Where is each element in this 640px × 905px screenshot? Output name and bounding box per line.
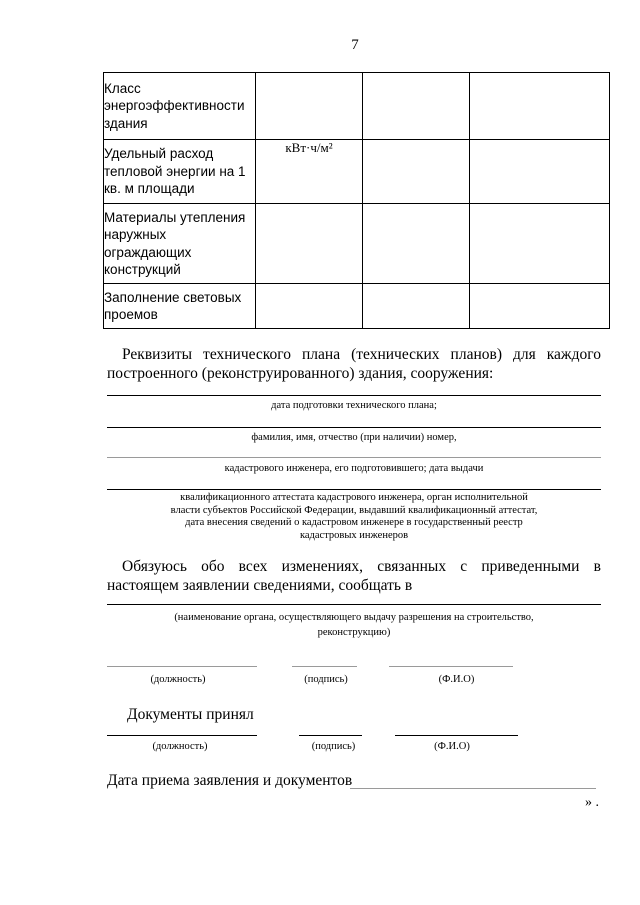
receipt-date-label: Дата приема заявления и документов [107,772,353,789]
row-label-energy-class: Класс энергоэффективности здания [104,73,256,140]
commitment-paragraph: Обязуюсь обо всех изменениях, связанных с приведенными в настоящем заявлении сведениями, сообщать в [107,558,601,594]
fill-line [107,395,601,396]
signature-line [292,666,357,667]
table-cell [363,140,470,204]
row-label-window-openings: Заполнение световых проемов [104,284,256,329]
caption-certificate-details: квалификационного аттестата кадастрового инженера, орган исполнительной власти субъектов Российской Федерации, выдавший квалификационный аттестат, дата внесения сведений о кадастровом инженере в государственный реестр кадастровых инженеров [170,492,538,541]
row-label-insulation-materials: Материалы утепления наружных ограждающих конструкций [104,204,256,284]
table-cell [470,73,610,140]
fill-line [107,489,601,490]
table-cell [470,140,610,204]
fill-line [107,427,601,428]
receipt-date-line [350,788,596,789]
table-cell [470,284,610,329]
caption-full-name: (Ф.И.О) [438,674,475,685]
table-cell-unit: кВт·ч/м² [256,140,363,204]
position-line [107,735,257,736]
caption-signature: (подпись) [304,674,348,685]
table-cell [470,204,610,284]
table-cell [363,73,470,140]
table-row [104,204,610,284]
table-row [104,284,610,329]
signature-line [299,735,362,736]
caption-engineer-name: фамилия, имя, отчество (при наличии) номер, [251,432,457,443]
caption-signature: (подпись) [311,741,356,752]
table-cell-unit [256,284,363,329]
name-line [389,666,513,667]
table-cell [363,284,470,329]
fill-line [107,604,601,605]
name-line [395,735,518,736]
table-row [104,140,610,204]
documents-accepted-label: Документы принял [127,706,254,723]
caption-authority-name: (наименование органа, осуществляющего выдачу разрешения на строительство, реконструкцию) [174,612,534,638]
row-label-heat-consumption: Удельный расход тепловой энергии на 1 кв. м площади [104,140,256,204]
caption-full-name: (Ф.И.О) [434,741,470,752]
page-number: 7 [351,37,359,53]
position-line [107,666,257,667]
building-characteristics-table [103,72,610,329]
caption-position: (должность) [152,741,208,752]
caption-position: (должность) [150,674,206,685]
fill-line [107,457,601,458]
requisites-paragraph: Реквизиты технического плана (технических планов) для каждого построенного (реконструированного) здания, сооружения: [107,346,601,382]
closing-quote: » . [585,795,599,810]
table-row [104,73,610,140]
caption-engineer-details: кадастрового инженера, его подготовившего; дата выдачи [224,463,484,474]
table-cell-unit [256,204,363,284]
caption-plan-date: дата подготовки технического плана; [271,400,437,411]
table-cell-unit [256,73,363,140]
table-cell [363,204,470,284]
